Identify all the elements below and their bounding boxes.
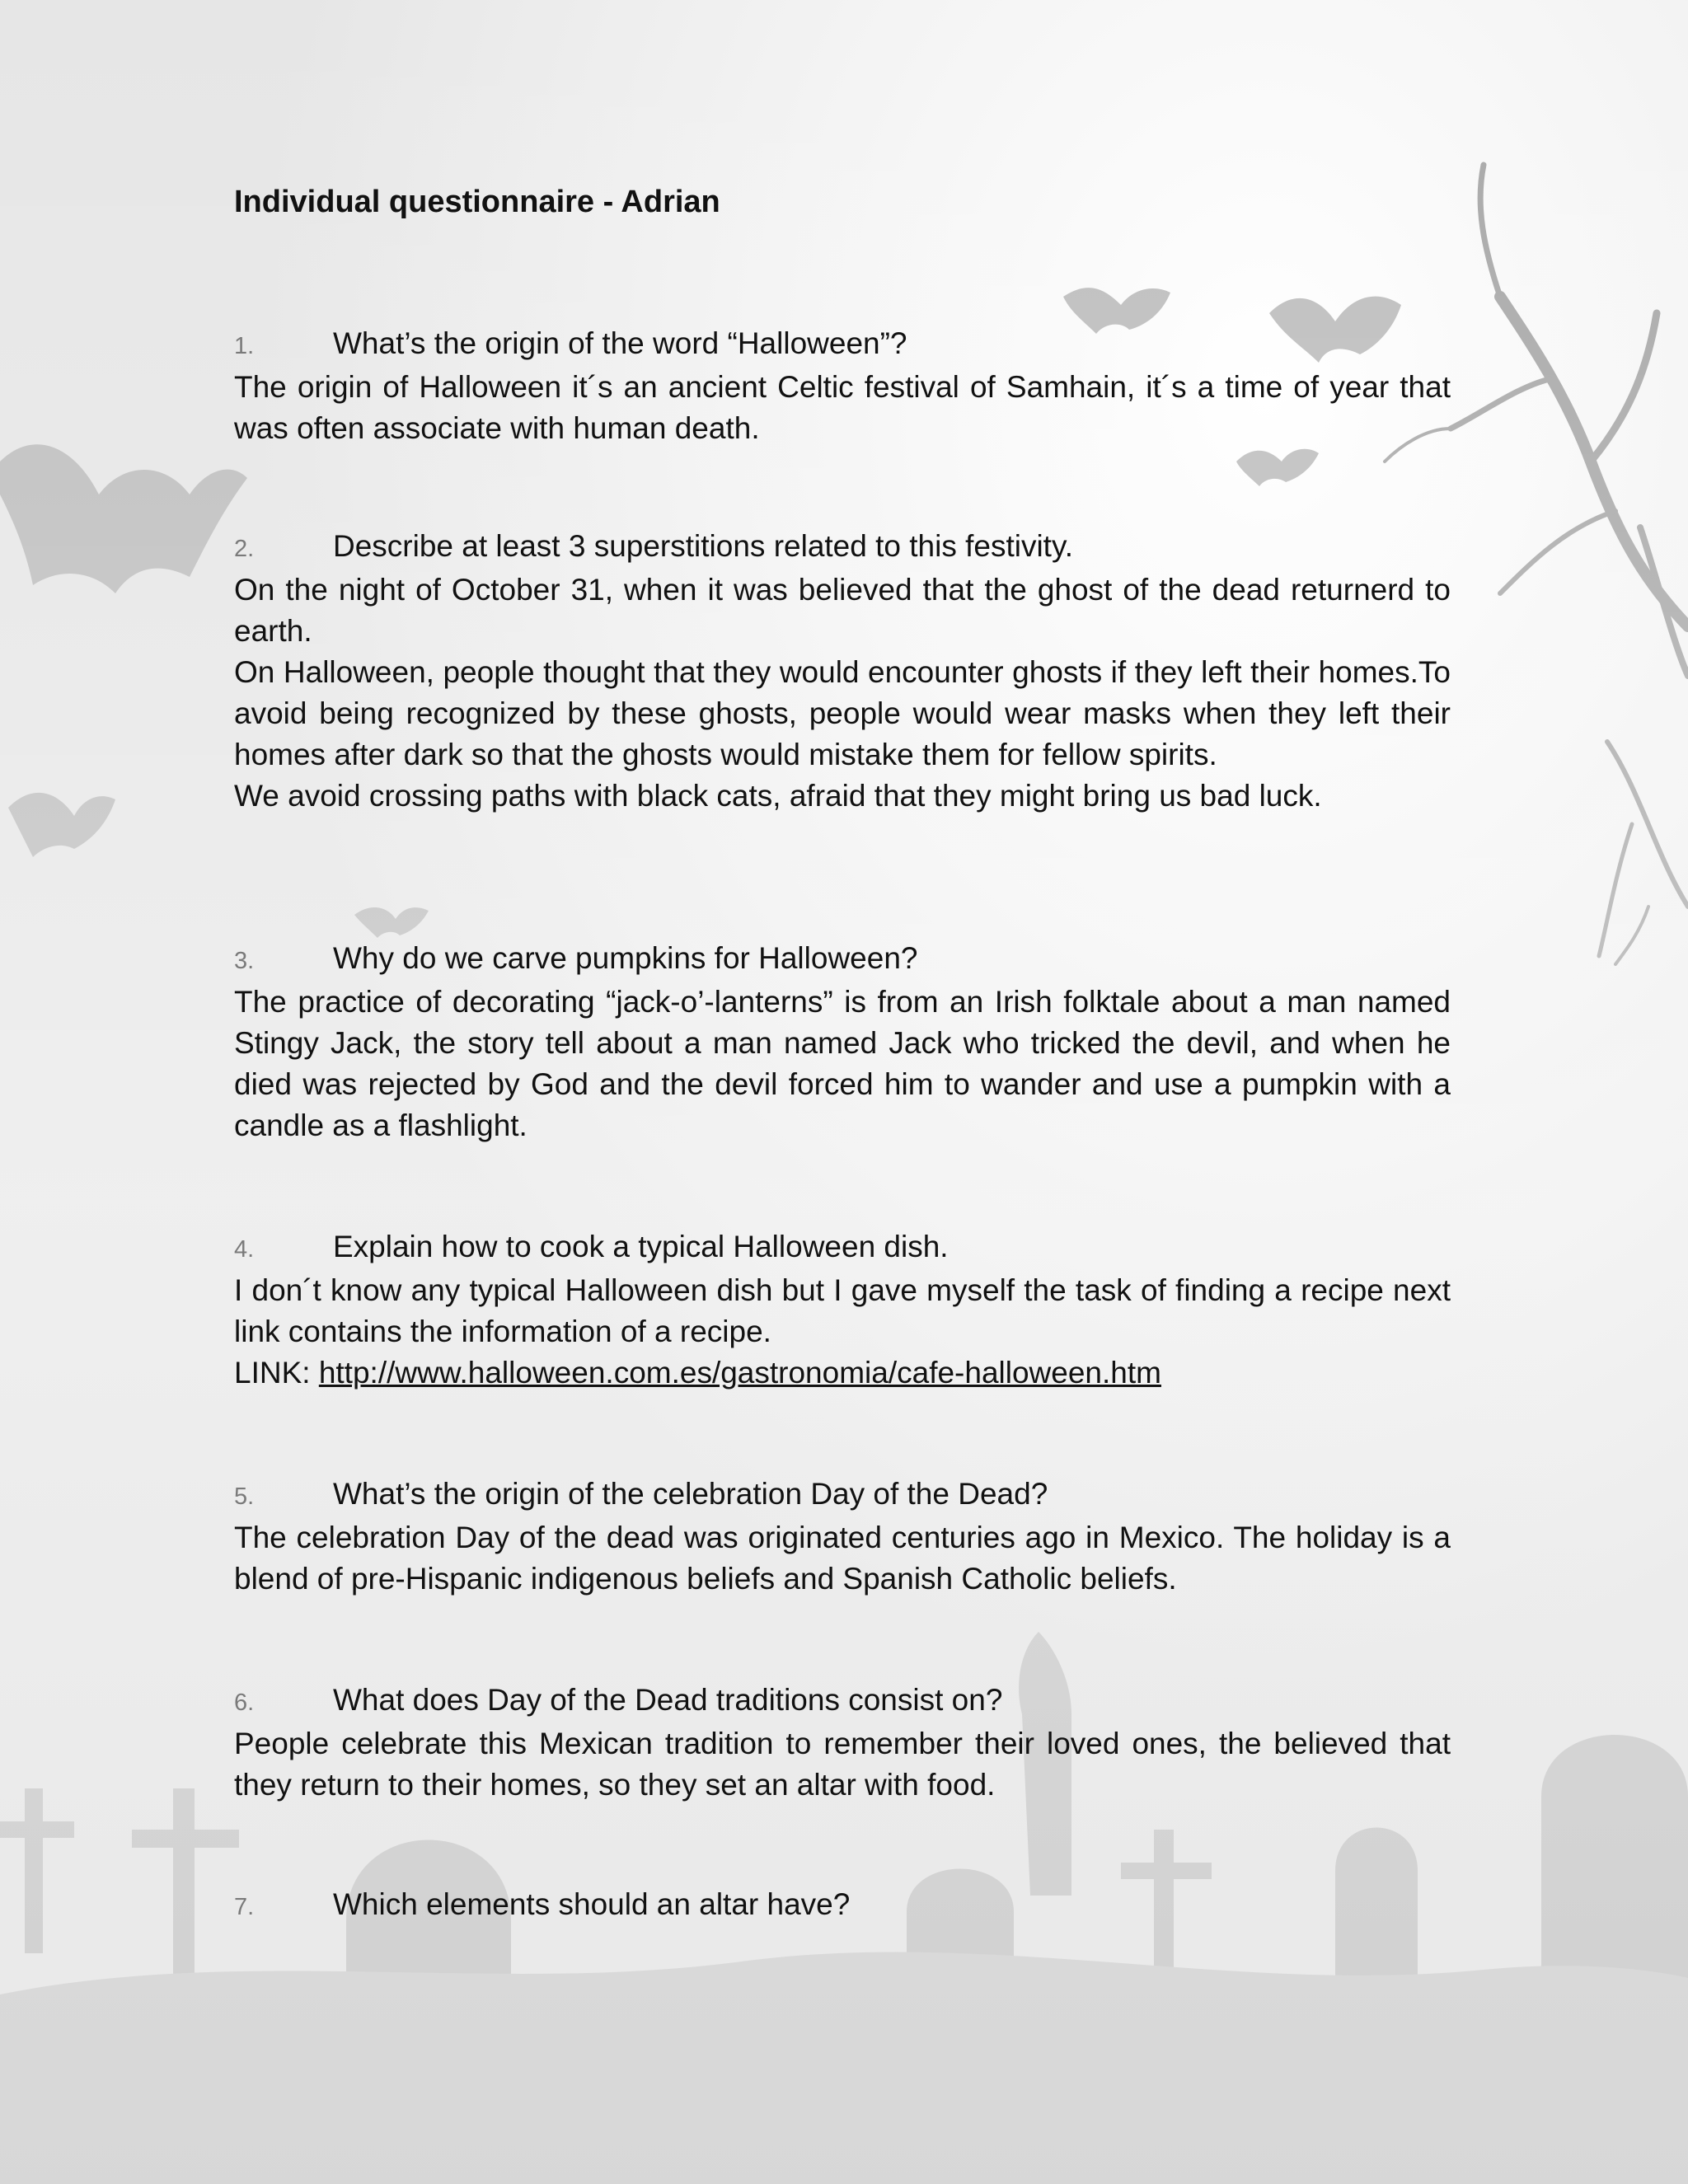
- question-block-4: [234, 1226, 1451, 1394]
- question-number: 4.: [234, 1236, 255, 1263]
- question-block-1: [234, 323, 1451, 449]
- answer-2a: On the night of October 31, when it was believed that the ghost of the dead returnerd to earth.: [234, 573, 1451, 648]
- question-text: What does Day of the Dead traditions consist on?: [333, 1683, 1003, 1717]
- document-title: Individual questionnaire - Adrian: [234, 185, 720, 219]
- question-text: What’s the origin of the celebration Day of the Dead?: [333, 1477, 1048, 1511]
- question-1: [234, 323, 1451, 367]
- question-block-5: [234, 1474, 1451, 1600]
- question-5: [234, 1474, 1451, 1517]
- question-number: 1.: [234, 333, 255, 359]
- link-label: LINK:: [234, 1356, 311, 1390]
- answer-4-link-line: [234, 1352, 1451, 1394]
- question-block-3: [234, 938, 1451, 1146]
- question-text: Describe at least 3 superstitions related to this festivity.: [333, 529, 1073, 563]
- question-text: What’s the origin of the word “Halloween”?: [333, 326, 907, 360]
- question-block-7: [234, 1884, 1451, 1928]
- question-text: Which elements should an altar have?: [333, 1887, 851, 1921]
- question-number: 6.: [234, 1690, 255, 1716]
- answer-3: The practice of decorating “jack-o’-lanterns” is from an Irish folktale about a man named Stingy Jack, the story tell about a man named Jack who tricked the devil, and when he died was rejected by God and the devil forced him to wander and use a pumpkin with a candle as a flashlight.: [234, 985, 1451, 1142]
- question-7: [234, 1884, 1451, 1928]
- question-4: [234, 1226, 1451, 1270]
- question-number: 3.: [234, 948, 255, 974]
- answer-4: I don´t know any typical Halloween dish but I gave myself the task of finding a recipe next link contains the information of a recipe.: [234, 1273, 1451, 1348]
- answer-6: People celebrate this Mexican tradition to remember their loved ones, the believed that they return to their homes, so they set an altar with food.: [234, 1727, 1451, 1802]
- question-block-6: [234, 1680, 1451, 1806]
- answer-2c: We avoid crossing paths with black cats, afraid that they might bring us bad luck.: [234, 779, 1322, 813]
- questionnaire-document: [234, 181, 1451, 1921]
- question-number: 5.: [234, 1483, 255, 1510]
- answer-5: The celebration Day of the dead was originated centuries ago in Mexico. The holiday is a blend of pre-Hispanic indigenous beliefs and Spanish Catholic beliefs.: [234, 1521, 1451, 1596]
- question-text: Explain how to cook a typical Halloween dish.: [333, 1230, 949, 1263]
- question-text: Why do we carve pumpkins for Halloween?: [333, 941, 918, 975]
- answer-1: The origin of Halloween it´s an ancient Celtic festival of Samhain, it´s a time of year that was often associate with human death.: [234, 370, 1451, 445]
- answer-2b: On Halloween, people thought that they would encounter ghosts if they left their homes.To avoid being recognized by these ghosts, people would wear masks when they left their homes after dark so that the ghosts would mistake them for fellow spirits.: [234, 655, 1451, 771]
- question-3: [234, 938, 1451, 982]
- question-number: 2.: [234, 536, 255, 562]
- recipe-link[interactable]: http://www.halloween.com.es/gastronomia/cafe-halloween.htm: [318, 1356, 1161, 1390]
- question-2: [234, 526, 1451, 569]
- question-6: [234, 1680, 1451, 1723]
- question-number: 7.: [234, 1894, 255, 1920]
- question-block-2: [234, 526, 1451, 817]
